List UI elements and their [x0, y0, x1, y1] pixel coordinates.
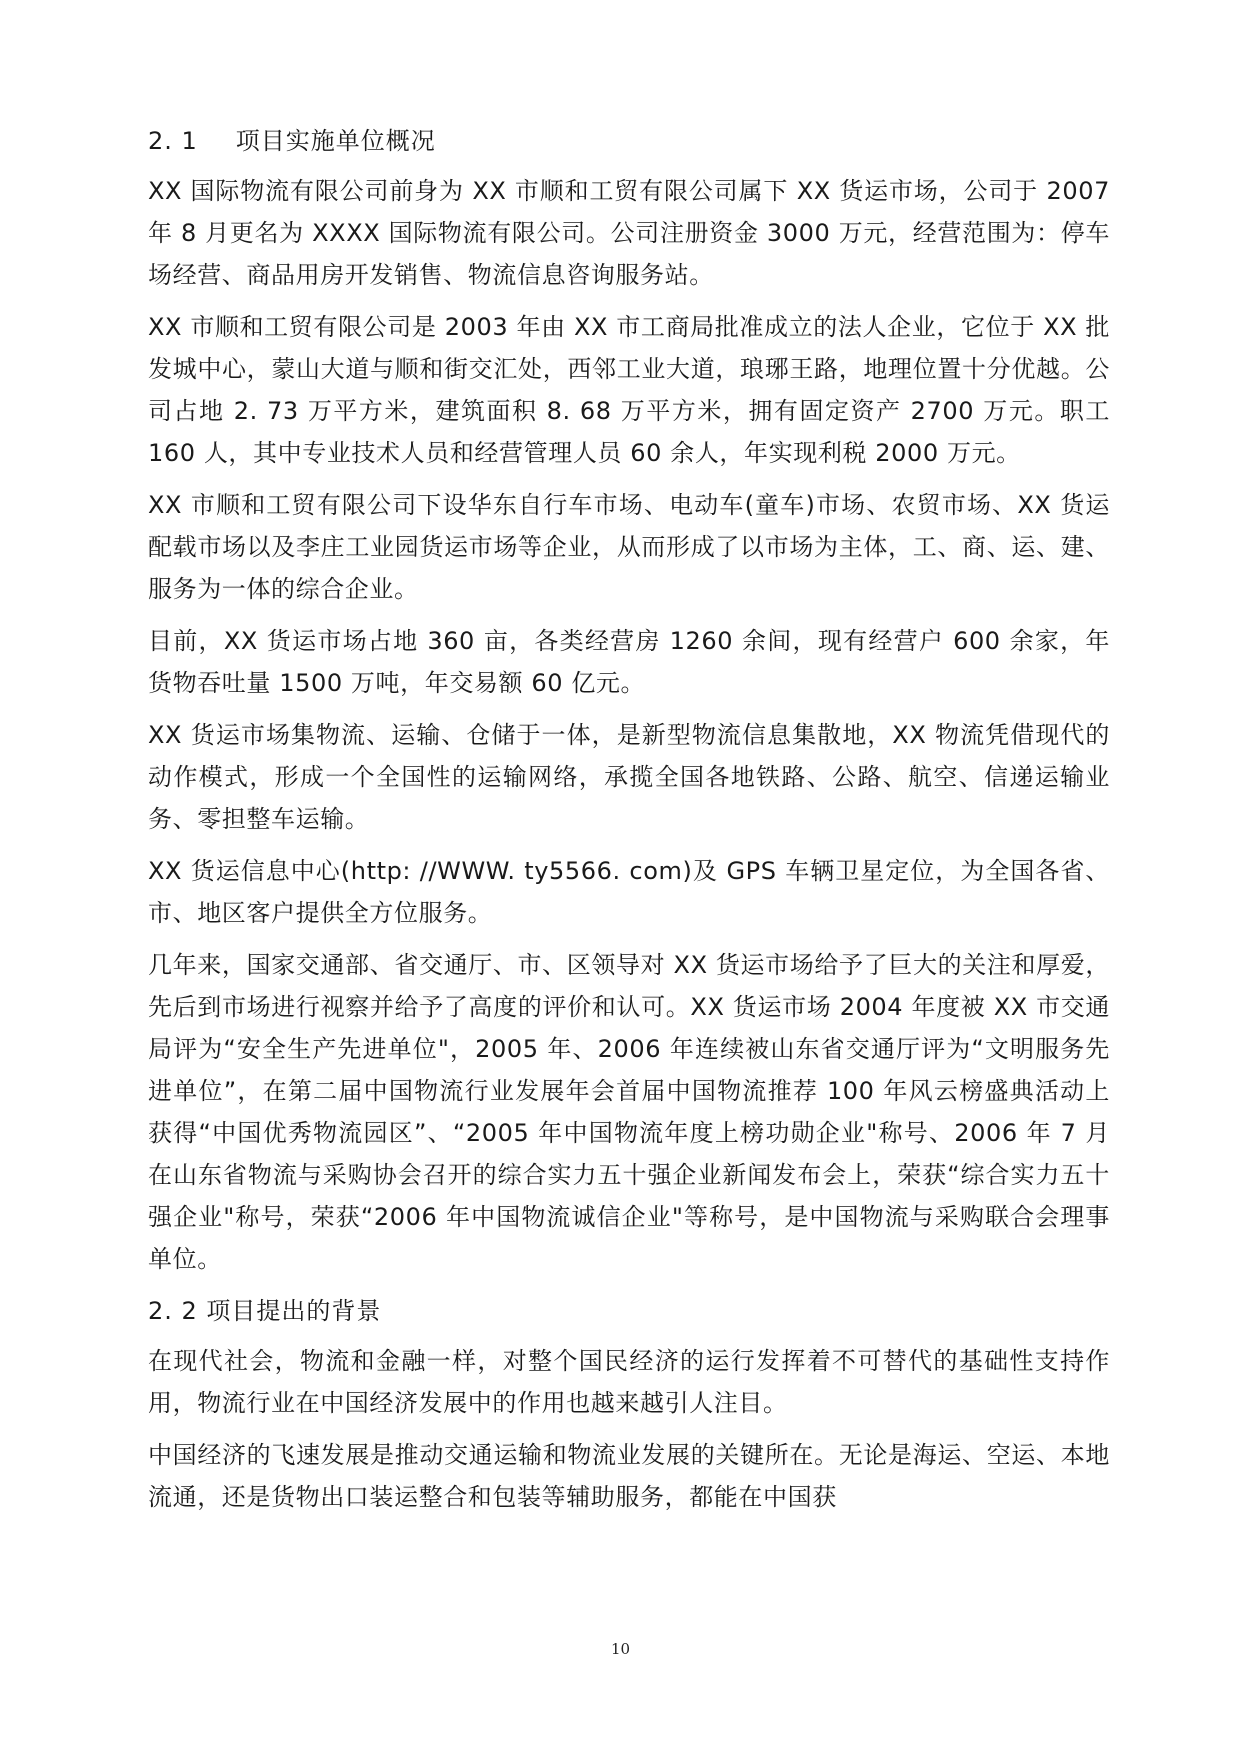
section-number: 2. 1 — [148, 127, 198, 155]
paragraph: XX 货运市场集物流、运输、仓储于一体，是新型物流信息集散地，XX 物流凭借现代的动作模式，形成一个全国性的运输网络，承揽全国各地铁路、公路、航空、信递运输业务、零担整车运输。 — [148, 721, 1110, 833]
paragraph: XX 货运信息中心(http: //WWW. ty5566. com)及 GPS 车辆卫星定位，为全国各省、市、地区客户提供全方位服务。 — [148, 857, 1110, 927]
paragraph: 目前，XX 货运市场占地 360 亩，各类经营房 1260 余间，现有经营户 600 余家，年货物吞吐量 1500 万吨，年交易额 60 亿元。 — [148, 627, 1110, 697]
paragraph: XX 国际物流有限公司前身为 XX 市顺和工贸有限公司属下 XX 货运市场，公司于 2007 年 8 月更名为 XXXX 国际物流有限公司。公司注册资金 3000 万元，经营范围为：停车场经营、商品用房开发销售、物流信息咨询服务站。 — [148, 177, 1110, 289]
section-heading-2-2: 2. 2 项目提出的背景 — [148, 1297, 382, 1325]
paragraph: 在现代社会，物流和金融一样，对整个国民经济的运行发挥着不可替代的基础性支持作用，物流行业在中国经济发展中的作用也越来越引人注目。 — [148, 1347, 1110, 1417]
document-page — [148, 120, 1110, 1528]
section-heading-2-1 — [148, 120, 1110, 162]
section-title: 项目实施单位概况 — [235, 127, 436, 155]
page-number: 10 — [610, 1640, 631, 1658]
paragraph: XX 市顺和工贸有限公司是 2003 年由 XX 市工商局批准成立的法人企业，它位于 XX 批发城中心，蒙山大道与顺和街交汇处，西邻工业大道，琅琊王路，地理位置十分优越。公司占地 2. 73 万平方米，建筑面积 8. 68 万平方米，拥有固定资产 2700 万元。职工 160 人，其中专业技术人员和经营管理人员 60 余人，年实现利税 2000 万元。 — [148, 313, 1110, 467]
paragraph: 中国经济的飞速发展是推动交通运输和物流业发展的关键所在。无论是海运、空运、本地流通，还是货物出口装运整合和包装等辅助服务，都能在中国获 — [148, 1441, 1110, 1511]
paragraph: 几年来，国家交通部、省交通厅、市、区领导对 XX 货运市场给予了巨大的关注和厚爱，先后到市场进行视察并给予了高度的评价和认可。XX 货运市场 2004 年度被 XX 市交通局评为“安全生产先进单位"，2005 年、2006 年连续被山东省交通厅评为“文明服务先进单位”，在第二届中国物流行业发展年会首届中国物流推荐 100 年风云榜盛典活动上获得“中国优秀物流园区”、“2005 年中国物流年度上榜功勋企业"称号、2006 年 7 月在山东省物流与采购协会召开的综合实力五十强企业新闻发布会上，荣获“综合实力五十强企业"称号，荣获“2006 年中国物流诚信企业"等称号，是中国物流与采购联合会理事单位。 — [148, 951, 1110, 1273]
paragraph: XX 市顺和工贸有限公司下设华东自行车市场、电动车(童车)市场、农贸市场、XX 货运配载市场以及李庄工业园货运市场等企业，从而形成了以市场为主体，工、商、运、建、服务为一体的综合企业。 — [148, 491, 1110, 603]
